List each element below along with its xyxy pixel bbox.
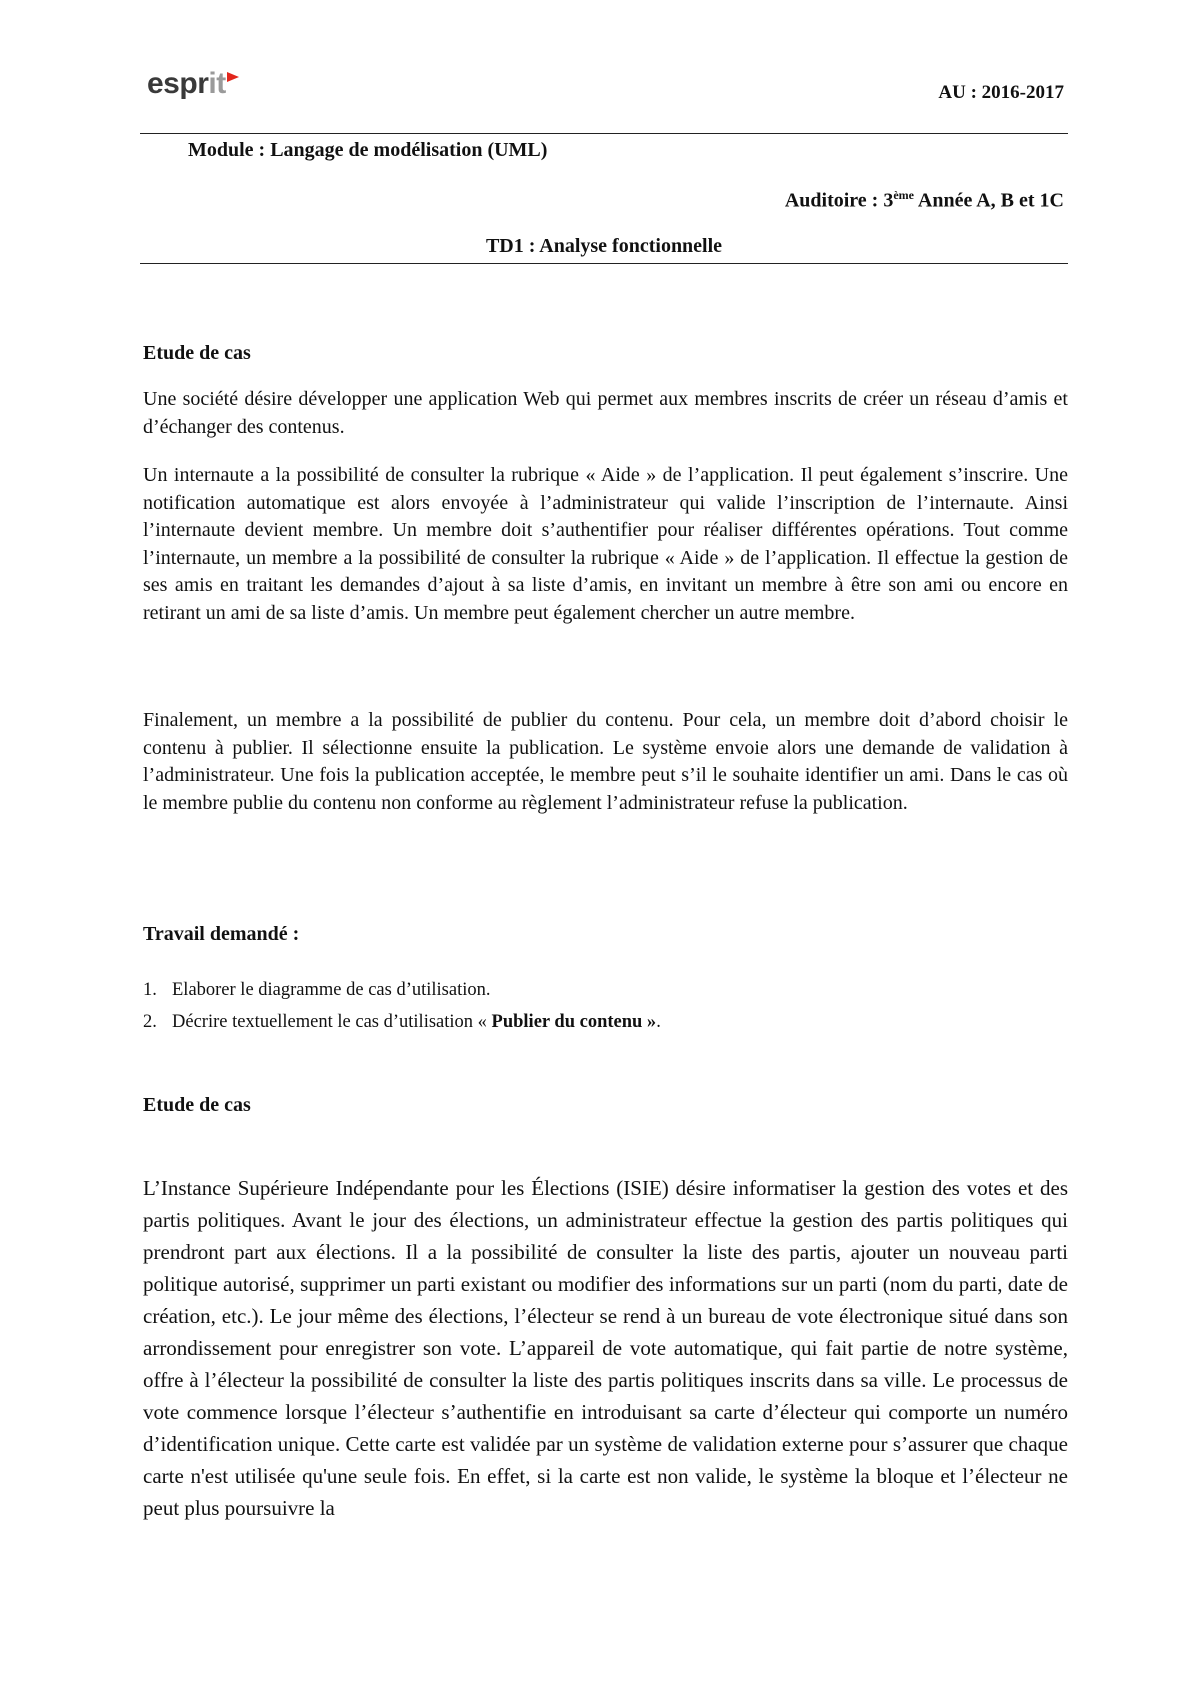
auditoire-suffix: Année A, B et 1C xyxy=(914,189,1064,212)
td-title: TD1 : Analyse fonctionnelle xyxy=(485,235,723,257)
academic-year: AU : 2016-2017 xyxy=(938,82,1064,103)
auditoire-superscript: ème xyxy=(893,188,914,202)
logo-text-light: it xyxy=(208,67,226,100)
case2-heading: Etude de cas xyxy=(143,1094,251,1116)
list-item xyxy=(143,1006,1068,1038)
work-heading: Travail demandé : xyxy=(143,923,300,945)
auditoire xyxy=(785,188,1064,213)
list-item-strong: Publier du contenu » xyxy=(491,1011,657,1032)
header-rule-bottom xyxy=(140,263,1068,264)
logo-text-dark: espr xyxy=(147,67,209,100)
case1-heading: Etude de cas xyxy=(143,342,251,364)
case2-paragraph: L’Instance Supérieure Indépendante pour les Élections (ISIE) désire informatiser la gestion des votes et des partis politiques. Avant le jour des élections, un administrateur effectue la gestion des partis politiques qui prendront part aux élections. Il a la possibilité de consulter la liste des partis, ajouter un nouveau parti politique autorisé, supprimer un parti existant ou modifier des informations sur un parti (nom du parti, date de création, etc.). Le jour même des élections, l’électeur se rend à un bureau de vote électronique situé dans son arrondissement pour enregistrer son vote. L’appareil de vote automatique, qui fait partie de notre système, offre à l’électeur la possibilité de consulter la liste des partis politiques inscrits dans sa ville. Le processus de vote commence lorsque l’électeur s’authentifie en introduisant sa carte d’électeur qui comporte un numéro d’identification unique. Cette carte est validée par un système de validation externe pour s’assurer que chaque carte n'est utilisée qu'une seule fois. En effet, si la carte est non valide, le système la bloque et l’électeur ne peut plus poursuivre la xyxy=(143,1176,1068,1520)
auditoire-prefix: Auditoire : 3 xyxy=(784,189,894,212)
case1-paragraph-2: Un internaute a la possibilité de consulter la rubrique « Aide » de l’application. Il peut également s’inscrire. Une notification automatique est alors envoyée à l’administrateur qui valide l’inscription de l’internaute. Ainsi l’internaute devient membre. Un membre doit s’authentifier pour réaliser différentes opérations. Tout comme l’internaute, un membre a la possibilité de consulter la rubrique « Aide » de l’application. Il effectue la gestion de ses amis en traitant les demandes d’ajout à sa liste d’amis, en invitant un membre à être son ami ou encore en retirant un ami de sa liste d’amis. Un membre peut également chercher un autre membre. xyxy=(143,464,1068,624)
list-item xyxy=(143,974,1068,1006)
work-list xyxy=(143,974,1068,1038)
list-item-text: Décrire textuellement le cas d’utilisation « Publier du contenu ». xyxy=(172,1011,661,1032)
case1-paragraph-1: Une société désire développer une application Web qui permet aux membres inscrits de créer un réseau d’amis et d’échanger des contenus. xyxy=(143,388,1068,438)
case1-paragraph-3: Finalement, un membre a la possibilité de publier du contenu. Pour cela, un membre doit d’abord choisir le contenu à publier. Il sélectionne ensuite la publication. Le système envoie alors une demande de validation à l’administrateur. Une fois la publication acceptée, le membre peut s’il le souhaite identifier un ami. Dans le cas où le membre publie du contenu non conforme au règlement l’administrateur refuse la publication. xyxy=(143,709,1068,814)
header-rule-top xyxy=(140,133,1068,134)
module-title: Module : Langage de modélisation (UML) xyxy=(188,139,548,161)
logo-arrow-icon xyxy=(227,72,239,82)
esprit-logo xyxy=(147,64,239,104)
list-item-number: 1. xyxy=(143,979,157,1000)
list-item-number: 2. xyxy=(143,1011,157,1032)
list-item-text: Elaborer le diagramme de cas d’utilisation. xyxy=(172,979,491,1000)
